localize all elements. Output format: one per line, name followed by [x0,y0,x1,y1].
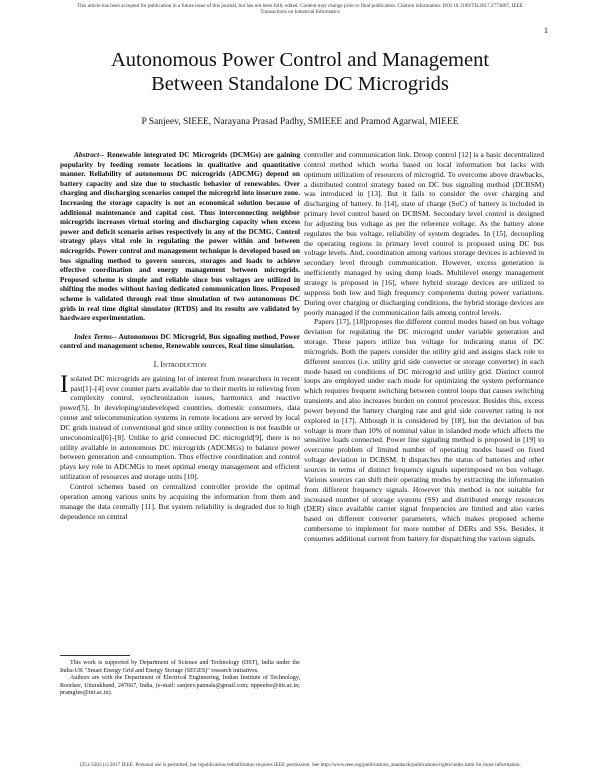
title-line-2: Between Standalone DC Microgrids [151,73,449,95]
section-heading [60,360,300,370]
right-paragraph-1: controller and communication link. Droop control [12] is a basic decentralized control method which works based on local information but lacks with optimum utilization of resources of microgrid. To overcome above drawbacks, a distributed control strategy based on DC bus signaling method (DCBSM) was introduced in [13]. But it fails to consider the over charging and discharging of battery. In [14], state of charge (SoC) of battery is included in primary level control based on DCBSM. Secondary level control is designed for adjusting bus voltage as per the reference voltage. As the battery alone regulates the bus voltage, reliability of system degrades. In [15], decoupling the operating regions in primary level control is proposed using DC bus voltage levels. And, coordination among various storage devices is achieved in secondary level through communication. However, excess generation is inefficiently managed by using dump loads. Multilevel energy management strategy is proposed in [16], where hybrid storage devices are utilized to suppress both low and high frequency components during power variations. During over charging or discharging conditions, the hybrid storage devices are poorly managed if the communication fails among control levels. [304,150,544,317]
page-number: 1 [544,26,548,35]
drop-cap: I [60,370,69,398]
right-column [304,150,544,544]
left-column [60,150,300,521]
intro-paragraph-2: Control schemes based on centralized controller provide the optimal operation among various units by acquiring the information from them and manage the data centrally [11]. But system reliability is degraded due to high dependence on central [60,482,300,521]
journal-header [8,3,592,15]
index-terms-text: -- Autonomous DC Microgrid, Bus signaling method, Power control and management scheme, Renewable sources, Real time simulation. [60,331,300,351]
index-terms [60,332,300,351]
footnote-affiliation: Authors are with the Department of Electrical Engineering, Indian Institute of Technology, Roorkee, Uttarakhand, 247667, India, (e-mail: sanjeev.pannala@gmail.com; nppeefee@iitr.ac.in; pramgfee@iitr.ac.in). [60,675,300,697]
footnote-rule [60,655,130,656]
footnote [60,655,300,698]
section-title: Introduction [160,359,207,369]
index-terms-label: Index Terms [74,331,112,341]
abstract [60,150,300,323]
acceptance-notice: This article has been accepted for publication in a future issue of this journal, but has not been fully edited. Content may change prior to final publication. Citation information: DOI 10.1109/TII.2017.2773607, IEEE [77,3,523,9]
intro-paragraph-1-text: solated DC microgrids are gaining lot of interest from researchers in recent past[1]–[4] over counter parts available due to their merits in relieving from complexity control, synchronization issues, harmonics and reactive power[5]. In developing/undeveloped countries, domestic consumers, data center and telecommunication systems in remote locations are served by local DC grids instead of conventional grid since utility connection is not feasible or uneconomical[6]–[8]. Unlike to grid connected DC microgrid[9], there is no utility available in autonomous DC microgrids (ADCMGs) to balance power between generation and consumption. Thus effective coordination and control plays key role in ADCMGs to meet optimal energy management and efficient utilization of resources and storage units [10]. [60,373,300,482]
abstract-text: -- Renewable integrated DC Microgrids (DCMGs) are gaining popularity by feeding remote locations in qualitative and quantitative manner. Reliability of autonomous DC microgrids (ADCMG) depend on battery capacity and size due to stochastic behavior of renewables. Over charging and discharging scenarios compel the microgrid into insecure zone. Increasing the storage capacity is not an economical solution because of additional maintenance and capital cost. Thus interconnecting neighbor microgrids increases virtual storing and discharging capacity when excess power and deficit scenario arises respectively in any of the DCMG. Control strategy plays vital role in regulating the power within and between microgrids. Power control and management technique is developed based on bus signaling method to govern sources, storages and loads to achieve effective coordination and energy management between microgrids. Proposed scheme is simple and reliable since bus voltages are utilized in shifting the modes without having dedicated communication lines. Proposed scheme is validated through real time simulation of two autonomous DC grids in real time digital simulator (RTDS) and its results are validated by hardware experimentation. [60,150,300,323]
intro-paragraph-1 [60,370,300,482]
copyright-notice: 1551-3203 (c) 2017 IEEE. Personal use is permitted, but republication/redistribution requires IEEE permission. See http://www.ieee.org/publications_standards/publications/rights/index.html for more information. [79,762,521,768]
abstract-label: Abstract [74,150,100,159]
right-paragraph-2: Papers [17], [18]proposes the different control modes based on bus voltage deviation for regulating the DC microgrid under variable generation and storage. These papers utilize bus voltage for indicating status of DC microgrids. Both the papers consider the utility grid and assigns slack role to different sources (i.e. utility grid side converter or storage converter) in each mode based on conditions of DC microgrid and utility grid. Distinct control loops are employed under each mode for optimizing the system performance which requires frequent switching between control loops that causes switching transients and also increases burden on control processor. Besides this, excess power beyond the battery charging rate and grid side converter rating is not explored in [17]. Although it is considered by [18], but the deviation of bus voltage is more than 10% of nominal value in islanded mode which affects the sensitive loads connected. Power line signaling method is proposed in [19] to overcome problem of limited number of operating modes based on fixed voltage deviation in DCBSM. It dispatches the status of batteries and other sources in terms of distinct frequency signals superimposed on bus voltage. Various sources can shift their operating modes by extracting the information from different frequency signals. However this method is not suitable for increased number of storage systems (SS) and distributed energy resources (DER) since available carrier signal frequencies are limited and also varies based on different converter parameters, which makes proposed scheme cumbersome to implement for more number of DERs and SSs. Besides, it consumes additional current from battery for dispatching the various signals. [304,317,544,543]
section-number: I. [153,359,159,369]
author-list: P Sanjeev, SIEEE, Narayana Prasad Padhy, SMIEEE and Pramod Agarwal, MIEEE [141,117,459,127]
title-line-1: Autonomous Power Control and Management [110,49,490,71]
paper-title [40,48,560,96]
journal-name: Transactions on Industrial Informatics [260,9,340,16]
footnote-funding: This work is supported by Department of Science and Technology (DST), India under the India-UK "Smart Energy Grid and Energy Storage (SEGES)" research initiatives. [60,660,300,674]
